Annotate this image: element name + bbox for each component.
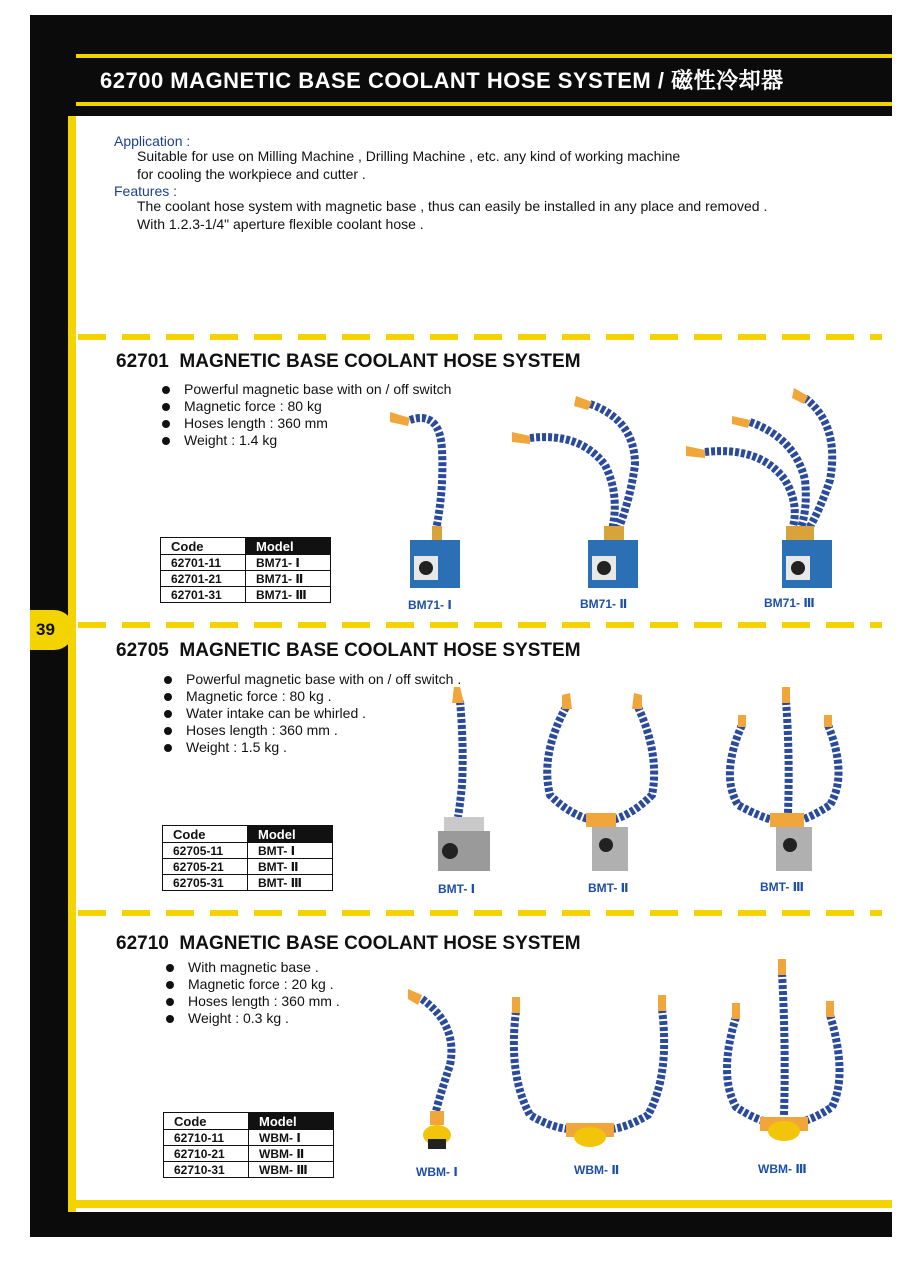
section-name: MAGNETIC BASE COOLANT HOSE SYSTEM [179,640,581,661]
section-title-62701 [116,351,581,373]
divider-dash [738,910,766,916]
divider-dash [782,622,810,628]
code-cell: 62701-11 [161,555,246,571]
divider-dash [254,622,282,628]
divider-dash [694,622,722,628]
divider-dash [298,334,326,340]
section-divider [78,334,882,340]
spec-item: Weight : 0.3 kg . [164,1010,340,1027]
divider-dash [166,910,194,916]
divider-dash [78,910,106,916]
caption-bmt-2: BMT- Ⅱ [588,881,629,895]
features-line-2: With 1.2.3-1/4" aperture flexible coolant hose . [137,216,424,232]
caption-wbm-3: WBM- Ⅲ [758,1162,807,1176]
page-title: 62700 MAGNETIC BASE COOLANT HOSE SYSTEM / 磁性冷却器 [100,68,784,93]
divider-dash [870,622,882,628]
code-cell: 62701-21 [161,571,246,587]
caption-bm71-2: BM71- Ⅱ [580,597,628,611]
caption-bmt-1: BMT- Ⅰ [438,882,476,896]
table-row [164,1162,334,1178]
divider-dash [518,910,546,916]
bm71-product-images [380,380,860,600]
spec-item: Hoses length : 360 mm [160,415,451,432]
divider-dash [386,334,414,340]
model-cell: BMT- Ⅰ [248,843,333,859]
divider-dash [738,622,766,628]
bmt-1-image [438,687,490,871]
code-cell: 62710-31 [164,1162,249,1178]
page-number: 39 [36,620,55,639]
spec-item: Weight : 1.4 kg [160,432,451,449]
divider-dash [122,910,150,916]
spec-item: Water intake can be whirled . [162,705,461,722]
table-row [163,875,333,891]
spec-item: Weight : 1.5 kg . [162,739,461,756]
divider-dash [430,622,458,628]
divider-dash [210,910,238,916]
application-label: Application : [114,133,191,149]
spec-item: Hoses length : 360 mm . [162,722,461,739]
divider-dash [386,910,414,916]
divider-dash [210,622,238,628]
divider-dash [430,334,458,340]
spec-item: Magnetic force : 80 kg [160,398,451,415]
wbm-product-images [400,955,860,1165]
section-divider [78,910,882,916]
model-cell: BM71- Ⅲ [246,587,331,603]
bm71-2-image [512,396,638,588]
divider-dash [78,334,106,340]
model-header: Model [246,538,331,555]
model-table-62705 [162,825,333,891]
divider-dash [606,622,634,628]
divider-dash [694,910,722,916]
bmt-2-image [547,693,654,871]
table-row [163,843,333,859]
divider-dash [342,334,370,340]
bmt-product-images [420,685,860,885]
application-line-2: for cooling the workpiece and cutter . [137,166,366,182]
divider-dash [386,622,414,628]
divider-dash [518,622,546,628]
divider-dash [342,622,370,628]
section-code: 62701 [116,351,169,372]
features-label: Features : [114,183,178,199]
table-row [161,587,331,603]
divider-dash [298,622,326,628]
divider-dash [606,910,634,916]
spec-item: Powerful magnetic base with on / off switch . [162,671,461,688]
divider-dash [210,334,238,340]
divider-dash [738,334,766,340]
divider-dash [826,910,854,916]
model-cell: WBM- Ⅱ [249,1146,334,1162]
spec-item: With magnetic base . [164,959,340,976]
wbm-3-image [727,959,840,1141]
caption-bm71-3: BM71- Ⅲ [764,596,815,610]
divider-dash [342,910,370,916]
code-cell: 62710-21 [164,1146,249,1162]
model-table-62701 [160,537,331,603]
table-row [163,859,333,875]
code-cell: 62710-11 [164,1130,249,1146]
divider-dash [254,910,282,916]
section-code: 62705 [116,640,169,661]
divider-dash [430,910,458,916]
divider-dash [606,334,634,340]
code-cell: 62705-21 [163,859,248,875]
section-divider [78,622,882,628]
section-title-62710 [116,933,581,955]
divider-dash [474,910,502,916]
section-code: 62710 [116,933,169,954]
model-cell: BM71- Ⅰ [246,555,331,571]
divider-dash [650,910,678,916]
bmt-3-image [730,687,839,871]
model-cell: BM71- Ⅱ [246,571,331,587]
table-row [161,555,331,571]
wbm-2-image [512,995,666,1147]
divider-dash [562,334,590,340]
divider-dash [870,334,882,340]
section-name: MAGNETIC BASE COOLANT HOSE SYSTEM [179,933,581,954]
table-row [164,1146,334,1162]
divider-dash [694,334,722,340]
caption-wbm-1: WBM- Ⅰ [416,1165,458,1179]
divider-dash [166,622,194,628]
spec-list [162,671,461,756]
section-title-62705 [116,640,581,662]
divider-dash [826,334,854,340]
bm71-3-image [686,388,832,588]
frame-accent-bottom [68,1200,892,1208]
divider-dash [562,622,590,628]
table-row [161,571,331,587]
caption-bm71-1: BM71- Ⅰ [408,598,452,612]
divider-dash [782,910,810,916]
divider-dash [782,334,810,340]
spec-item: Powerful magnetic base with on / off switch [160,381,451,398]
wbm-1-image [408,989,451,1149]
spec-item: Magnetic force : 80 kg . [162,688,461,705]
divider-dash [166,334,194,340]
divider-dash [870,910,882,916]
code-cell: 62701-31 [161,587,246,603]
caption-bmt-3: BMT- Ⅲ [760,880,805,894]
model-cell: BMT- Ⅲ [248,875,333,891]
section-name: MAGNETIC BASE COOLANT HOSE SYSTEM [179,351,581,372]
code-header: Code [164,1113,249,1130]
spec-item: Magnetic force : 20 kg . [164,976,340,993]
divider-dash [650,622,678,628]
model-header: Model [249,1113,334,1130]
code-cell: 62705-31 [163,875,248,891]
bm71-1-image [390,412,460,588]
model-cell: BMT- Ⅱ [248,859,333,875]
divider-dash [474,334,502,340]
model-table-62710 [163,1112,334,1178]
divider-dash [650,334,678,340]
code-header: Code [161,538,246,555]
code-header: Code [163,826,248,843]
divider-dash [474,622,502,628]
divider-dash [562,910,590,916]
divider-dash [122,334,150,340]
spec-item: Hoses length : 360 mm . [164,993,340,1010]
application-line-1: Suitable for use on Milling Machine , Drilling Machine , etc. any kind of working machine [137,148,681,164]
code-cell: 62705-11 [163,843,248,859]
model-cell: WBM- Ⅲ [249,1162,334,1178]
divider-dash [122,622,150,628]
spec-list [164,959,340,1027]
divider-dash [826,622,854,628]
model-cell: WBM- Ⅰ [249,1130,334,1146]
divider-dash [298,910,326,916]
caption-wbm-2: WBM- Ⅱ [574,1163,620,1177]
table-row [164,1130,334,1146]
divider-dash [254,334,282,340]
model-header: Model [248,826,333,843]
divider-dash [78,622,106,628]
divider-dash [518,334,546,340]
features-line-1: The coolant hose system with magnetic base , thus can easily be installed in any place and removed . [137,198,768,214]
